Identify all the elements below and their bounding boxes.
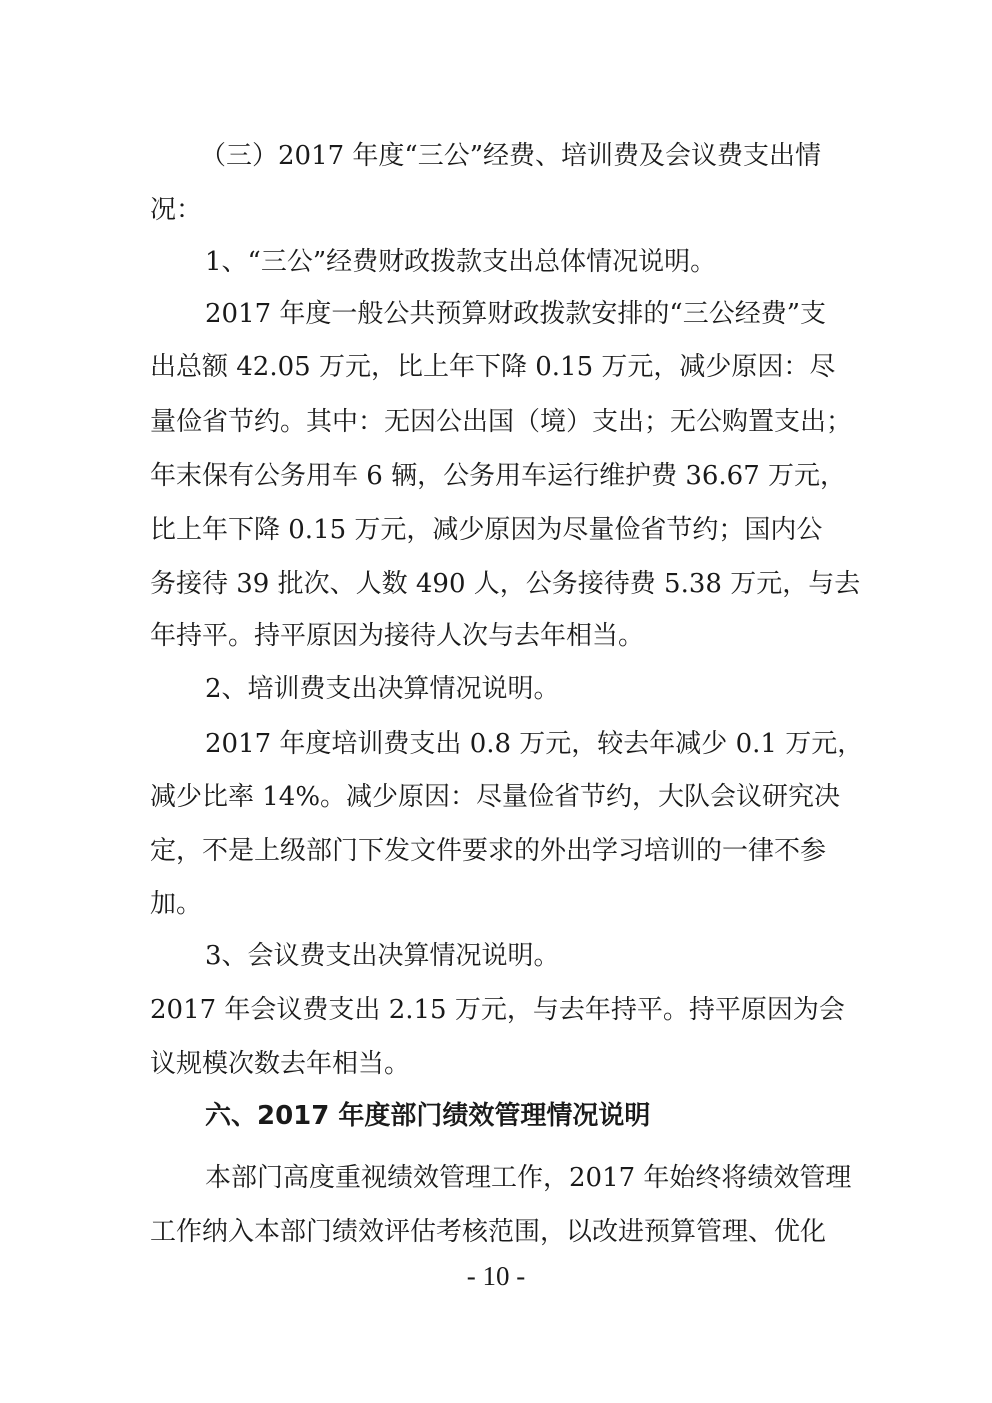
text-line-18: 议规模次数去年相当。 [150, 1049, 411, 1079]
section-heading: 六、2017 年度部门绩效管理情况说明 [205, 1101, 651, 1131]
text-line-21: 工作纳入本部门绩效评估考核范围，以改进预算管理、优化 [150, 1217, 827, 1247]
text-line-13: 减少比率 14%。减少原因：尽量俭省节约，大队会议研究决 [150, 782, 841, 812]
text-line-14: 定，不是上级部门下发文件要求的外出学习培训的一律不参 [150, 836, 827, 866]
text-line-7: 年末保有公务用车 6 辆，公务用车运行维护费 36.67 万元， [150, 461, 847, 491]
text-line-16: 3、会议费支出决算情况说明。 [205, 941, 560, 971]
text-line-1: （三）2017 年度“三公”经费、培训费及会议费支出情 [200, 141, 822, 171]
text-line-12: 2017 年度培训费支出 0.8 万元，较去年减少 0.1 万元， [205, 729, 864, 759]
text-line-15: 加。 [150, 889, 203, 919]
text-line-2: 况： [150, 195, 203, 225]
text-line-20: 本部门高度重视绩效管理工作，2017 年始终将绩效管理 [205, 1163, 852, 1193]
text-line-4: 2017 年度一般公共预算财政拨款安排的“三公经费”支 [205, 299, 827, 329]
text-line-3: 1、“三公”经费财政拨款支出总体情况说明。 [205, 247, 717, 277]
text-line-8: 比上年下降 0.15 万元，减少原因为尽量俭省节约；国内公 [150, 515, 823, 545]
text-line-10: 年持平。持平原因为接待人次与去年相当。 [150, 621, 645, 651]
text-line-6: 量俭省节约。其中：无因公出国（境）支出；无公购置支出； [150, 407, 853, 437]
page-number: - 10 - [466, 1261, 526, 1291]
text-line-17: 2017 年会议费支出 2.15 万元，与去年持平。持平原因为会 [150, 995, 845, 1025]
text-line-5: 出总额 42.05 万元，比上年下降 0.15 万元，减少原因：尽 [150, 352, 836, 382]
text-line-11: 2、培训费支出决算情况说明。 [205, 674, 560, 704]
text-line-9: 务接待 39 批次、人数 490 人，公务接待费 5.38 万元，与去 [150, 569, 861, 599]
